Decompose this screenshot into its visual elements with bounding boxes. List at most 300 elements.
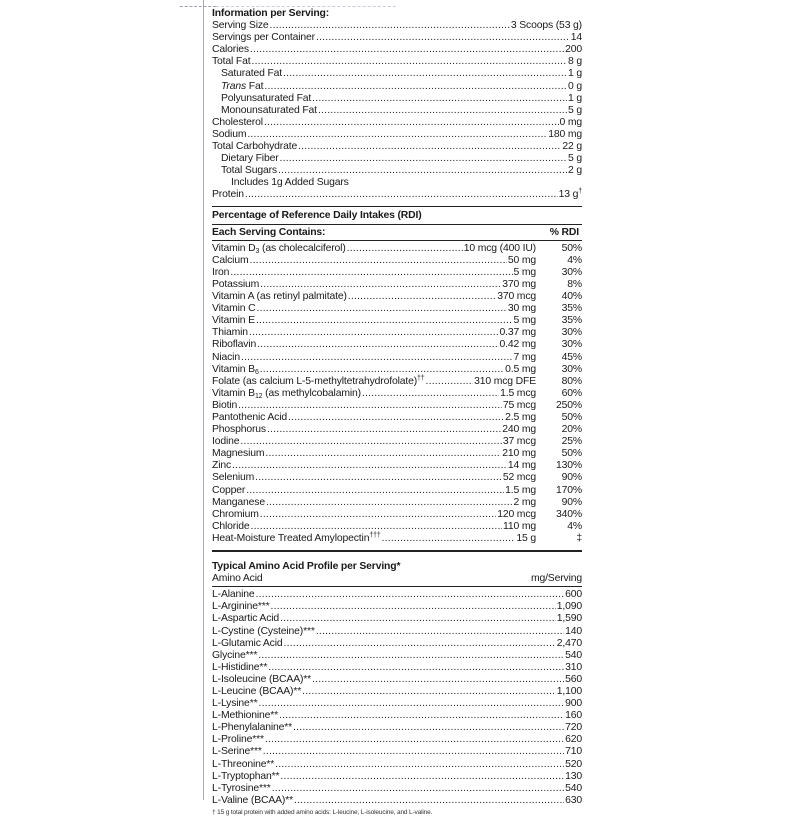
leader-dots — [260, 279, 501, 291]
label-text: Sodium — [212, 128, 247, 140]
value-text: 75 mcg — [502, 399, 536, 411]
value-text: 1.5 mg — [505, 484, 536, 496]
leader-dots — [268, 662, 564, 674]
value-text: 1 g — [568, 92, 582, 104]
rdi-percent: 50% — [561, 242, 582, 254]
row-label — [212, 460, 231, 472]
label-text: Folate (as calcium L-5-methyltetrahydrofolate) — [212, 375, 418, 387]
row-value — [508, 460, 536, 472]
leader-dots — [280, 613, 556, 625]
label-text: Chromium — [212, 508, 259, 520]
rdi-percent: 60% — [561, 387, 582, 399]
label-subscript: 12 — [254, 392, 263, 400]
table-row — [212, 117, 582, 129]
label-text: L-Tyrosine*** — [212, 782, 271, 794]
table-row — [212, 81, 582, 93]
value-text: 5 g — [568, 153, 582, 165]
label-text: Selenium — [212, 472, 255, 484]
row-value — [565, 662, 582, 674]
rdi-column-headers — [212, 227, 582, 239]
table-row — [212, 533, 582, 545]
row-label — [212, 400, 237, 412]
row-value — [568, 93, 582, 105]
row-value — [502, 448, 536, 460]
row-value — [562, 141, 582, 153]
leader-dots — [246, 485, 504, 497]
row-label — [212, 105, 317, 117]
leader-dots — [264, 117, 559, 129]
rdi-percent: 20% — [561, 424, 582, 436]
leader-dots — [279, 710, 564, 722]
row-label — [212, 521, 250, 533]
row-value — [505, 485, 536, 497]
label-text: L-Arginine*** — [212, 601, 270, 613]
rdi-heading: Percentage of Reference Daily Intakes (RDI) — [212, 209, 422, 221]
page-margin-line — [203, 0, 204, 800]
row-value — [565, 650, 582, 662]
leader-dots — [256, 589, 565, 601]
row-label — [212, 497, 265, 509]
leader-dots — [362, 388, 499, 400]
leader-dots — [312, 674, 564, 686]
label-text: L-Isoleucine (BCAA)** — [212, 673, 312, 685]
label-text: Polyunsaturated Fat — [221, 92, 312, 104]
value-text: 2,470 — [556, 637, 582, 649]
label-text: Total Carbohydrate — [212, 141, 298, 153]
value-text: 0 mg — [559, 116, 582, 128]
leader-dots — [294, 795, 564, 807]
leader-dots — [382, 533, 516, 545]
table-row — [212, 448, 582, 460]
label-text: Niacin — [212, 351, 240, 363]
cut-guide-line-faint — [216, 6, 396, 7]
leader-dots — [258, 698, 564, 710]
row-label — [212, 734, 264, 746]
value-text: 22 g — [562, 141, 582, 153]
value-text: 37 mcg — [502, 436, 536, 448]
rdi-percent: 90% — [561, 472, 582, 484]
label-text: Potassium — [212, 278, 260, 290]
value-text: 240 mg — [502, 424, 536, 436]
rdi-percent: 130% — [556, 460, 582, 472]
table-row — [212, 291, 582, 303]
row-value — [571, 32, 582, 44]
label-text: Riboflavin — [212, 339, 257, 351]
label-text: L-Cystine (Cysteine)*** — [212, 625, 315, 637]
row-value — [503, 472, 536, 484]
value-text: 1,100 — [556, 685, 582, 697]
label-text: Calories — [212, 44, 249, 56]
label-text: L-Alanine — [212, 589, 255, 601]
row-label — [212, 783, 271, 795]
leader-dots — [316, 626, 564, 638]
value-text: 15 g — [516, 532, 536, 544]
table-row — [212, 795, 582, 807]
value-text: 14 mg — [507, 460, 536, 472]
label-text: L-Histidine** — [212, 661, 268, 673]
label-text: Heat-Moisture Treated Amylopectin — [212, 532, 370, 544]
value-text: 0.37 mg — [499, 327, 536, 339]
leader-dots — [298, 141, 561, 153]
label-text: Manganese — [212, 496, 265, 508]
label-text: Zinc — [212, 460, 232, 472]
label-text: Pantothenic Acid — [212, 412, 288, 423]
row-value — [565, 44, 582, 56]
label-text: Servings per Container — [212, 32, 315, 44]
row-label — [212, 424, 266, 436]
row-label — [212, 626, 315, 638]
label-text: Chloride — [212, 520, 250, 532]
row-label — [212, 32, 315, 44]
row-value — [565, 759, 582, 771]
row-label — [212, 243, 346, 255]
label-text: Includes 1g Added Sugars — [231, 177, 349, 189]
value-text: 5 mg — [513, 266, 536, 278]
value-text: 2.5 mg — [505, 412, 536, 423]
value-text: 520 — [565, 758, 582, 770]
table-row — [212, 650, 582, 662]
table-row — [212, 460, 582, 472]
row-label — [212, 509, 259, 521]
row-label — [212, 638, 283, 650]
label-text: Cholesterol — [212, 116, 263, 128]
label-text: Calcium — [212, 254, 249, 266]
table-row — [212, 93, 582, 105]
row-label — [212, 165, 277, 177]
value-text: 14 — [570, 32, 582, 44]
leader-dots — [280, 771, 564, 783]
leader-dots — [275, 759, 564, 771]
footnote: † 15 g total protein with added amino acids: L-leucine, L-isoleucine, and L-valine. — [212, 808, 433, 816]
table-row — [212, 32, 582, 44]
row-value — [514, 315, 537, 327]
row-value — [568, 81, 582, 93]
label-text: L-Proline*** — [212, 734, 264, 746]
leader-dots — [256, 315, 513, 327]
row-label — [212, 189, 244, 201]
table-row — [212, 412, 582, 424]
rdi-col-left: Each Serving Contains: — [212, 226, 326, 238]
value-text: 540 — [565, 782, 582, 794]
row-label — [212, 662, 267, 674]
value-footnote-mark: † — [578, 188, 582, 196]
value-text: 200 — [565, 44, 582, 56]
value-text: 370 mcg — [497, 291, 536, 303]
leader-dots — [260, 509, 496, 521]
table-row — [212, 638, 582, 650]
rdi-col-right: % RDI — [549, 226, 579, 238]
table-row — [212, 189, 582, 201]
leader-dots — [280, 153, 567, 165]
row-label — [212, 255, 248, 267]
table-row — [212, 759, 582, 771]
leader-dots — [316, 32, 570, 44]
divider — [212, 240, 582, 241]
rdi-percent: 4% — [567, 254, 582, 266]
row-label — [212, 339, 256, 351]
label-text: Vitamin D — [212, 242, 256, 254]
value-text: 10 mcg (400 IU) — [463, 242, 536, 254]
table-row — [212, 485, 582, 497]
rdi-percent: 340% — [556, 508, 582, 520]
row-value — [565, 674, 582, 686]
row-label — [212, 56, 251, 68]
leader-dots — [260, 364, 504, 376]
row-label — [212, 589, 255, 601]
label-text: L-Leucine (BCAA)** — [212, 685, 302, 697]
row-label — [212, 485, 245, 497]
table-row — [212, 105, 582, 117]
table-row — [212, 255, 582, 267]
rdi-percent: 90% — [561, 496, 582, 508]
table-row — [212, 129, 582, 141]
table-row — [212, 141, 582, 153]
label-text: Saturated Fat — [221, 68, 283, 80]
rdi-percent: 35% — [561, 303, 582, 315]
rdi-table — [212, 243, 582, 545]
row-value — [565, 746, 582, 758]
leader-dots — [240, 436, 501, 448]
row-label — [212, 533, 381, 545]
table-row — [212, 364, 582, 376]
value-text: 110 mg — [503, 520, 536, 532]
value-text: 52 mcg — [502, 472, 536, 484]
row-label — [212, 177, 349, 189]
leader-dots — [238, 400, 502, 412]
label-text: Vitamin C — [212, 303, 256, 315]
row-value — [568, 68, 582, 80]
label-text: Vitamin E — [212, 315, 255, 327]
table-row — [212, 44, 582, 56]
value-text: 1,090 — [556, 601, 582, 613]
row-value — [565, 734, 582, 746]
table-row — [212, 783, 582, 795]
row-label — [212, 448, 264, 460]
value-text: 0.5 mg — [505, 363, 536, 375]
value-text: 720 — [565, 722, 582, 734]
row-value — [497, 509, 536, 521]
leader-dots — [263, 746, 564, 758]
row-label — [212, 746, 262, 758]
value-text: 2 mg — [513, 496, 536, 508]
leader-dots — [283, 68, 567, 80]
amino-table — [212, 589, 582, 807]
label-text: L-Aspartic Acid — [212, 613, 280, 625]
row-value — [565, 626, 582, 638]
row-value — [511, 20, 582, 32]
table-row — [212, 153, 582, 165]
table-row — [212, 279, 582, 291]
value-text: 160 — [565, 710, 582, 722]
row-value — [565, 710, 582, 722]
label-text: Total Sugars — [221, 165, 277, 177]
row-label — [212, 388, 361, 400]
value-text: 120 mcg — [497, 508, 536, 520]
row-label — [212, 117, 263, 129]
serving-heading: Information per Serving: — [212, 8, 330, 19]
label-footnote-mark: ††† — [369, 531, 381, 539]
leader-dots — [426, 376, 474, 388]
row-value — [503, 436, 536, 448]
row-label — [212, 279, 259, 291]
leader-dots — [252, 56, 568, 68]
table-row — [212, 472, 582, 484]
label-text: L-Methionine** — [212, 710, 279, 722]
table-row — [212, 710, 582, 722]
row-label — [212, 436, 239, 448]
label-footnote-mark: †† — [417, 374, 425, 382]
label-text: L-Tryptophan** — [212, 770, 280, 782]
label-text: Iodine — [212, 436, 240, 448]
row-label — [212, 153, 279, 165]
table-row — [212, 243, 582, 255]
leader-dots — [318, 105, 567, 117]
rdi-percent: 40% — [561, 291, 582, 303]
value-text: 0 g — [568, 80, 582, 92]
leader-dots — [348, 291, 496, 303]
label-text: L-Lysine** — [212, 698, 258, 710]
rdi-percent: 30% — [561, 327, 582, 339]
leader-dots — [265, 448, 501, 460]
value-text: 5 mg — [513, 315, 536, 327]
table-row — [212, 165, 582, 177]
table-row — [212, 400, 582, 412]
serving-table — [212, 20, 582, 201]
label-text: Dietary Fiber — [221, 153, 279, 165]
value-text: 710 — [565, 746, 582, 758]
divider-thick — [212, 550, 582, 552]
row-value — [559, 189, 582, 201]
row-value — [514, 267, 537, 279]
amino-col-left: Amino Acid — [212, 573, 263, 585]
value-text: 1 g — [568, 68, 582, 80]
row-label — [212, 68, 282, 80]
value-text: 620 — [565, 734, 582, 746]
rdi-percent: 50% — [561, 448, 582, 460]
value-text: 560 — [565, 673, 582, 685]
label-text: Vitamin B — [212, 363, 255, 375]
row-label — [212, 759, 274, 771]
divider — [212, 224, 582, 225]
leader-dots — [249, 255, 506, 267]
leader-dots — [271, 601, 556, 613]
row-label — [212, 20, 269, 32]
value-text: 0.42 mg — [499, 339, 536, 351]
label-rest: (as cholecalciferol) — [259, 242, 346, 254]
table-row — [212, 339, 582, 351]
cut-guide-line — [180, 6, 216, 7]
leader-dots — [241, 352, 513, 364]
table-row — [212, 662, 582, 674]
row-value — [565, 783, 582, 795]
rdi-percent: 35% — [561, 315, 582, 327]
value-text: 50 mg — [507, 254, 536, 266]
label-text: Glycine*** — [212, 649, 258, 661]
leader-dots — [347, 243, 463, 255]
value-text: 900 — [565, 698, 582, 710]
row-value — [502, 279, 536, 291]
leader-dots — [284, 638, 556, 650]
leader-dots — [302, 686, 556, 698]
leader-dots — [255, 472, 502, 484]
value-text: 3 Scoops (53 g) — [510, 20, 582, 32]
table-row — [212, 20, 582, 32]
rdi-percent: 45% — [561, 351, 582, 363]
row-label — [212, 601, 270, 613]
table-row — [212, 267, 582, 279]
rdi-percent: 30% — [561, 363, 582, 375]
rdi-percent: 50% — [561, 412, 582, 423]
row-label — [212, 412, 287, 424]
table-row — [212, 315, 582, 327]
row-value — [514, 352, 537, 364]
leader-dots — [258, 650, 564, 662]
leader-dots — [250, 44, 564, 56]
row-value — [502, 424, 536, 436]
row-label — [212, 303, 256, 315]
rdi-percent: 80% — [561, 375, 582, 387]
label-text: Protein — [212, 189, 244, 201]
row-label — [212, 315, 255, 327]
row-label — [212, 81, 263, 93]
row-label — [212, 129, 246, 141]
row-label — [212, 364, 259, 376]
row-value — [508, 255, 536, 267]
label-text: L-Threonine** — [212, 758, 275, 770]
rdi-percent: 170% — [556, 484, 582, 496]
row-label — [212, 686, 301, 698]
table-row — [212, 509, 582, 521]
value-text: 600 — [565, 589, 582, 601]
label-text: Vitamin B — [212, 387, 255, 399]
value-text: 30 mg — [507, 303, 536, 315]
label-rest: (as methylcobalamin) — [262, 387, 361, 399]
value-text: 8 g — [568, 56, 582, 68]
row-value — [568, 165, 582, 177]
row-label — [212, 613, 279, 625]
row-value — [516, 533, 536, 545]
label-text: L-Glutamic Acid — [212, 637, 283, 649]
table-row — [212, 177, 582, 189]
value-text: 5 g — [568, 104, 582, 116]
rdi-percent: 30% — [561, 339, 582, 351]
label-text: Monounsaturated Fat — [221, 104, 317, 116]
label-text: L-Phenylalanine** — [212, 722, 293, 734]
row-value — [500, 327, 537, 339]
row-label — [212, 327, 248, 339]
row-value — [497, 291, 536, 303]
label-text: L-Serine*** — [212, 746, 262, 758]
row-label — [212, 291, 347, 303]
row-value — [514, 497, 537, 509]
value-text: 13 g — [558, 189, 579, 201]
leader-dots — [270, 20, 510, 32]
leader-dots — [312, 93, 567, 105]
amino-heading: Typical Amino Acid Profile per Serving* — [212, 561, 401, 573]
row-label — [212, 710, 278, 722]
leader-dots — [293, 722, 564, 734]
value-text: 1,590 — [556, 613, 582, 625]
amino-col-right: mg/Serving — [530, 573, 582, 585]
table-row — [212, 497, 582, 509]
value-text: 310 mcg DFE — [474, 375, 536, 387]
table-row — [212, 746, 582, 758]
value-text: 180 mg — [548, 128, 582, 140]
table-row — [212, 424, 582, 436]
table-row — [212, 436, 582, 448]
row-value — [548, 129, 582, 141]
label-suffix: Fat — [246, 80, 264, 92]
